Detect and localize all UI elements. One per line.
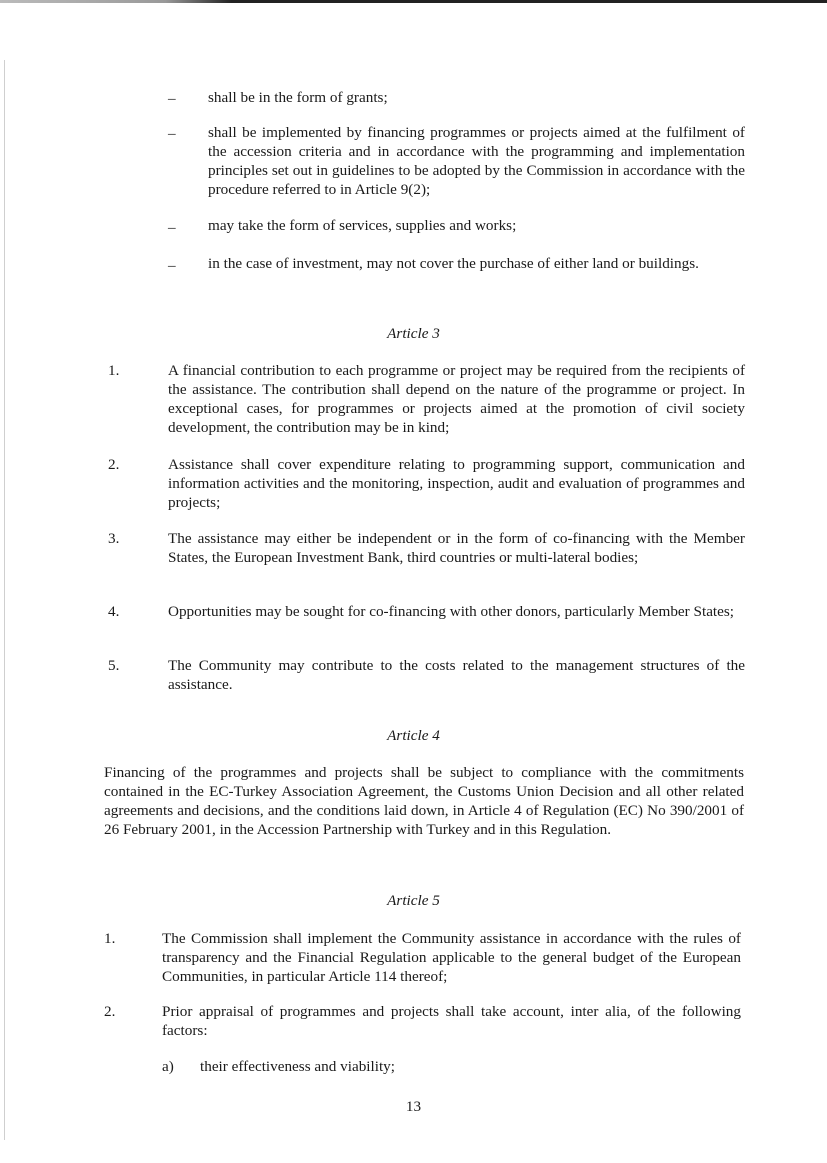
article-3-item-number: 1. <box>108 362 120 379</box>
bullet-dash: – <box>168 219 176 236</box>
article-5-item-number: 1. <box>104 930 116 947</box>
article-4-text: Financing of the programmes and projects shall be subject to compliance with the commitments contained in the EC-Turkey Association Agreement, the Customs Union Decision and all other related agreements and decisions, and the conditions laid down, in Article 4 of Regulation (EC) No 390/2001 of 26 February 2001, in the Accession Partnership with Turkey and in this Regulation. <box>104 764 744 838</box>
page-number: 13 <box>405 1098 422 1115</box>
bullet-item: in the case of investment, may not cover the purchase of either land or buildings. <box>208 255 699 272</box>
top-border-rule <box>0 0 827 3</box>
bullet-dash: – <box>168 90 176 107</box>
article-3-item-number: 4. <box>108 603 120 620</box>
article-5-subitem-label: a) <box>162 1058 174 1075</box>
article-3-item-text: Opportunities may be sought for co-financing with other donors, particularly Member States; <box>168 603 735 620</box>
bullet-dash: – <box>168 257 176 274</box>
bullet-dash: – <box>168 125 176 142</box>
article-3-item-text: Assistance shall cover expenditure relating to programming support, communication and information activities and the monitoring, inspection, audit and evaluation of programmes and projects; <box>168 456 745 511</box>
article-3-item-number: 5. <box>108 657 120 674</box>
bullet-item: shall be implemented by financing programmes or projects aimed at the fulfilment of the accession criteria and in accordance with the programming and implementation principles set out in guidelines to be adopted by the Commission in accordance with the procedure referred to in Article 9(2); <box>208 124 745 198</box>
bullet-item: shall be in the form of grants; <box>208 89 388 106</box>
article-3-item-text: A financial contribution to each programme or project may be required from the recipients of the assistance. The contribution shall depend on the nature of the programme or project. In exceptional cases, for programmes or projects aimed at the promotion of civil society development, the contribution may be in kind; <box>168 362 745 436</box>
scan-margin-line <box>4 60 5 1140</box>
article-5-item-number: 2. <box>104 1003 116 1020</box>
article-5-subitem-text: their effectiveness and viability; <box>200 1058 395 1075</box>
bullet-item: may take the form of services, supplies and works; <box>208 217 517 234</box>
article-3-item-text: The Community may contribute to the costs related to the management structures of the assistance. <box>168 657 745 693</box>
article-3-item-text: The assistance may either be independent or in the form of co-financing with the Member States, the European Investment Bank, third countries or multi-lateral bodies; <box>168 530 745 566</box>
article-3-heading: Article 3 <box>387 325 440 342</box>
article-4-heading: Article 4 <box>387 727 440 744</box>
article-5-item-text: Prior appraisal of programmes and projects shall take account, inter alia, of the following factors: <box>162 1003 741 1039</box>
article-5-item-text: The Commission shall implement the Community assistance in accordance with the rules of transparency and the Financial Regulation applicable to the general budget of the European Communities, in particular Article 114 thereof; <box>162 930 741 985</box>
article-5-heading: Article 5 <box>387 892 440 909</box>
article-3-item-number: 2. <box>108 456 120 473</box>
article-3-item-number: 3. <box>108 530 120 547</box>
